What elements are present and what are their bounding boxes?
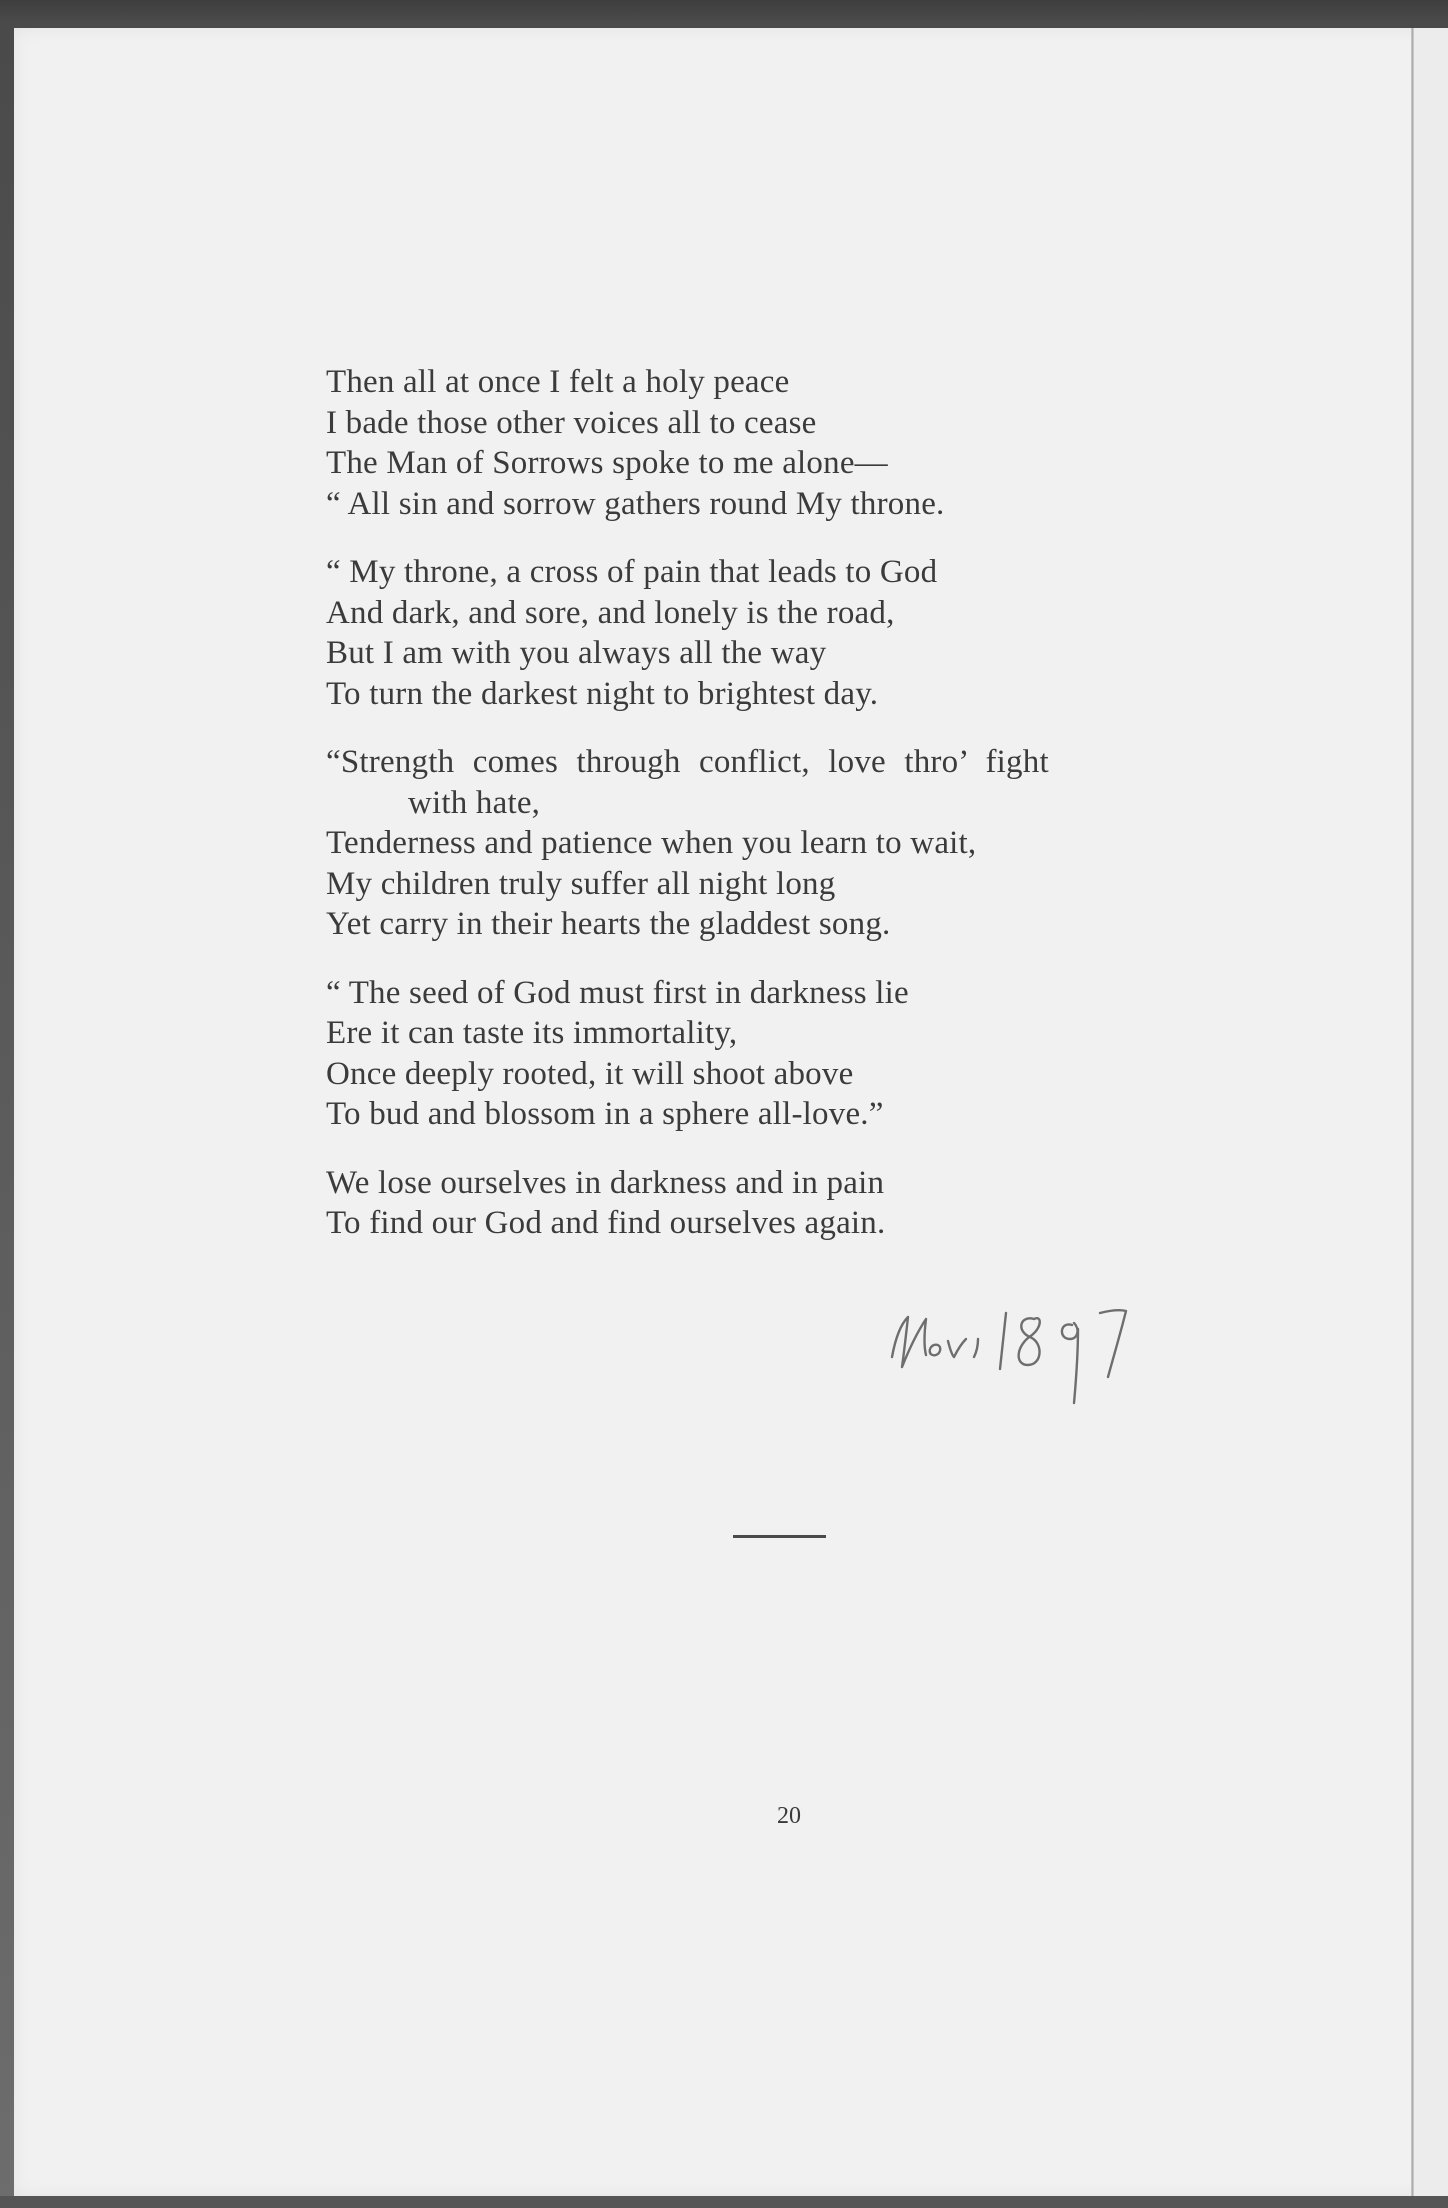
poem-line: I bade those other voices all to cease bbox=[326, 404, 817, 441]
section-divider bbox=[733, 1535, 826, 1538]
page-number-label: 20 bbox=[777, 1803, 801, 1829]
facing-page-edge bbox=[1414, 28, 1448, 2196]
stanza-3 bbox=[326, 742, 1226, 945]
stanza-1 bbox=[326, 362, 1226, 524]
poem-line: Ere it can taste its immortality, bbox=[326, 1015, 738, 1051]
poem-line: “Strength comes through conflict, love thro’ fight bbox=[326, 744, 1049, 780]
poem-line: Then all at once I felt a holy peace bbox=[326, 364, 790, 400]
poem-line: But I am with you always all the way bbox=[326, 635, 827, 671]
page-number bbox=[0, 1803, 1448, 1830]
poem-line: We lose ourselves in darkness and in pain bbox=[326, 1164, 885, 1201]
poem-line: “ All sin and sorrow gathers round My throne. bbox=[326, 485, 945, 522]
stanza-2 bbox=[326, 552, 1226, 714]
stanza-5 bbox=[326, 1163, 1226, 1244]
poem-line: “ My throne, a cross of pain that leads to God bbox=[326, 554, 938, 590]
poem-line: Yet carry in their hearts the gladdest song. bbox=[326, 906, 891, 942]
poem-line-continuation: with hate, bbox=[408, 784, 541, 821]
stanza-4 bbox=[326, 973, 1226, 1135]
handwritten-date bbox=[882, 1295, 1192, 1425]
poem-line: The Man of Sorrows spoke to me alone— bbox=[326, 445, 888, 481]
poem-line: My children truly suffer all night long bbox=[326, 865, 836, 902]
poem-line: To bud and blossom in a sphere all-love.” bbox=[326, 1096, 884, 1132]
poem-line: And dark, and sore, and lonely is the road, bbox=[326, 594, 895, 631]
poem-line: Tenderness and patience when you learn to wait, bbox=[326, 825, 977, 861]
poem-line: “ The seed of God must first in darkness lie bbox=[326, 974, 909, 1011]
poem bbox=[326, 362, 1226, 1272]
poem-line: Once deeply rooted, it will shoot above bbox=[326, 1055, 854, 1092]
poem-line: To turn the darkest night to brightest day. bbox=[326, 675, 879, 712]
poem-line: To find our God and find ourselves again. bbox=[326, 1205, 886, 1241]
scan-bottom-edge bbox=[0, 2196, 1448, 2208]
